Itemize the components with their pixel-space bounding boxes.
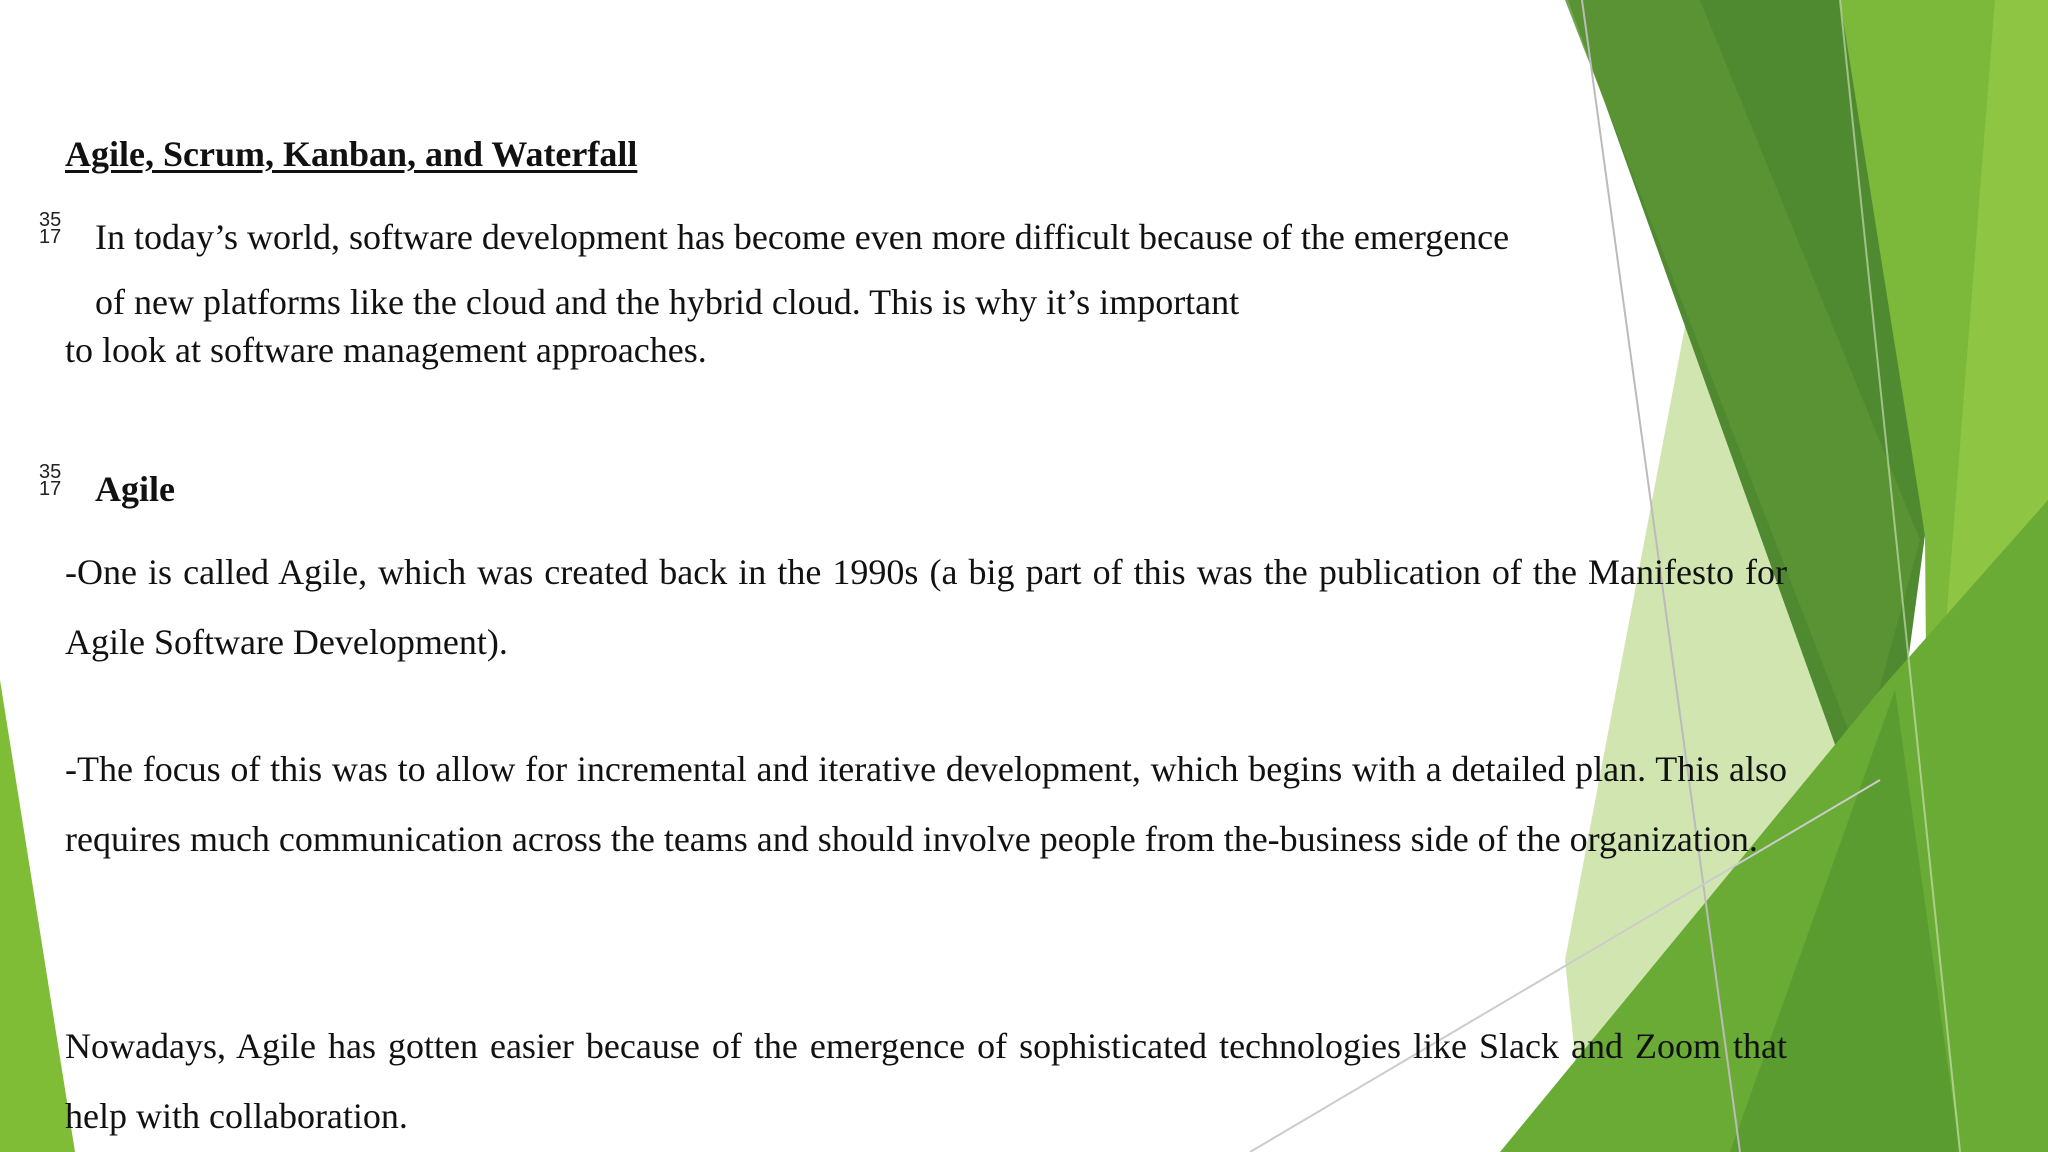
bullet-marker: [39, 461, 62, 500]
bullet-marker-bottom: 17: [39, 226, 62, 248]
bullet-marker-top: 35: [39, 209, 62, 231]
agile-paragraph-3: Nowadays, Agile has gotten easier because of the emergence of sophisticated technologies like Slack and Zoom that help with collaboration.: [65, 1026, 1787, 1136]
intro-line-3: to look at software management approaches.: [65, 330, 707, 370]
bullet-marker-bottom: 17: [39, 478, 62, 500]
bullet-marker: [39, 209, 62, 248]
intro-line-1: In today’s world, software development has become even more difficult because of the emergence: [95, 217, 1510, 257]
left-green-shape: [0, 680, 75, 1152]
slide-title: Agile, Scrum, Kanban, and Waterfall: [65, 134, 638, 174]
agile-paragraph-1: -One is called Agile, which was created back in the 1990s (a big part of this was the publication of the Manifesto for Agile Software Development).: [65, 552, 1787, 662]
agile-heading: Agile: [95, 469, 175, 509]
intro-line-2: of new platforms like the cloud and the hybrid cloud. This is why it’s important: [95, 282, 1240, 322]
bullet-marker-top: 35: [39, 461, 62, 483]
agile-paragraph-2: -The focus of this was to allow for incremental and iterative development, which begins with a detailed plan. This also requires much communication across the teams and should involve people from the-business side of the organization.: [65, 749, 1787, 859]
